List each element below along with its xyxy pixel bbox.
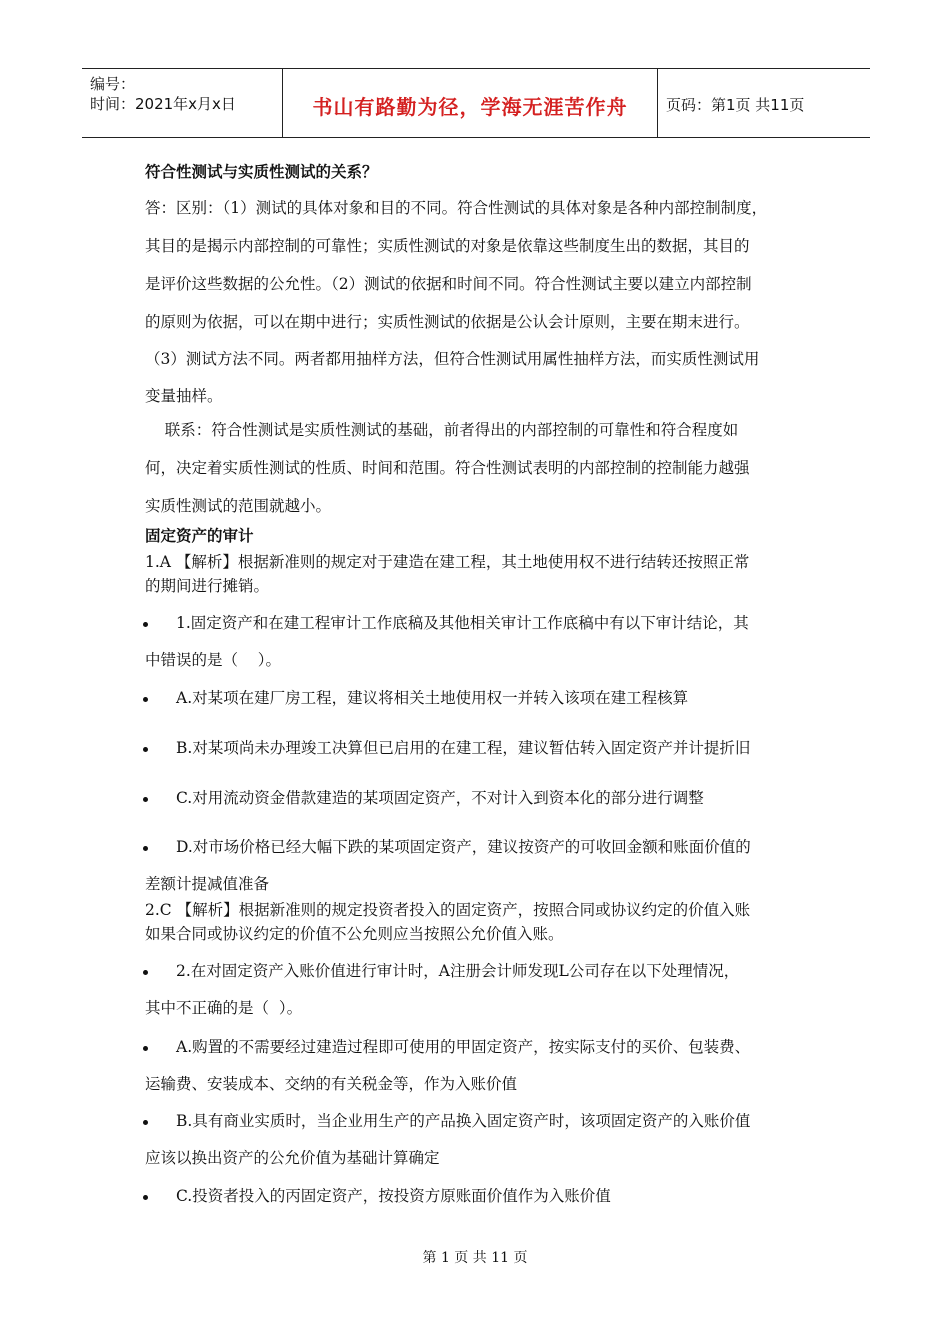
question-line: 1.固定资产和在建工程审计工作底稿及其他相关审计工作底稿中有以下审计结论，其 (176, 614, 749, 632)
paragraph-line: 变量抽样。 (145, 387, 223, 405)
number-label: 编号： (90, 75, 136, 93)
bullet-icon (143, 846, 148, 851)
question-line: 2.在对固定资产入账价值进行审计时，A注册会计师发现L公司存在以下处理情况， (176, 962, 740, 980)
option-line: A.对某项在建厂房工程，建议将相关土地使用权一并转入该项在建工程核算 (176, 689, 689, 707)
option-line: D.对市场价格已经大幅下跌的某项固定资产，建议按资产的可收回金额和账面价值的 (176, 838, 751, 856)
bullet-icon (143, 747, 148, 752)
option-line: B.具有商业实质时，当企业用生产的产品换入固定资产时，该项固定资产的入账价值 (176, 1112, 751, 1130)
option-line: C.对用流动资金借款建造的某项固定资产，不对计入到资本化的部分进行调整 (176, 789, 704, 807)
answer-line: 如果合同或协议约定的价值不公允则应当按照公允价值入账。 (145, 925, 564, 943)
header-motto-cell (282, 69, 658, 137)
section2-title: 固定资产的审计 (145, 527, 254, 545)
question-line: 中错误的是（ ）。 (145, 651, 281, 669)
option-line: 应该以换出资产的公允价值为基础计算确定 (145, 1149, 440, 1167)
paragraph-line: （3）测试方法不同。两者都用抽样方法，但符合性测试用属性抽样方法，而实质性测试用 (145, 350, 760, 368)
question-line: 其中不正确的是（ ）。 (145, 999, 303, 1017)
answer-line: 2.C 【解析】根据新准则的规定投资者投入的固定资产，按照合同或协议约定的价值入账 (145, 901, 751, 919)
bullet-icon (143, 1120, 148, 1125)
document-header (82, 68, 870, 138)
paragraph-line: 的原则为依据，可以在期中进行；实质性测试的依据是公认会计原则，主要在期末进行。 (145, 313, 750, 331)
paragraph-line: 何，决定着实质性测试的性质、时间和范围。符合性测试表明的内部控制的控制能力越强 (145, 459, 750, 477)
answer-line: 的期间进行摊销。 (145, 577, 270, 595)
option-line: A.购置的不需要经过建造过程即可使用的甲固定资产，按实际支付的买价、包装费、 (176, 1038, 751, 1056)
answer-line: 1.A 【解析】根据新准则的规定对于建造在建工程，其土地使用权不进行结转还按照正常 (145, 553, 750, 571)
paragraph-line: 答：区别：（1）测试的具体对象和目的不同。符合性测试的具体对象是各种内部控制制度， (145, 199, 768, 217)
paragraph-line: 联系：符合性测试是实质性测试的基础，前者得出的内部控制的可靠性和符合程度如 (145, 421, 739, 439)
paragraph-line: 其目的是揭示内部控制的可靠性；实质性测试的对象是依靠这些制度生出的数据，其目的 (145, 237, 750, 255)
option-line: C.投资者投入的丙固定资产，按投资方原账面价值作为入账价值 (176, 1187, 611, 1205)
bullet-icon (143, 970, 148, 975)
header-right-cell (658, 69, 870, 137)
bullet-icon (143, 797, 148, 802)
bullet-icon (143, 697, 148, 702)
paragraph-line: 是评价这些数据的公允性。（2）测试的依据和时间不同。符合性测试主要以建立内部控制 (145, 275, 752, 293)
option-line: 差额计提减值准备 (145, 875, 270, 893)
motto: 书山有路勤为径，学海无涯苦作舟 (312, 95, 628, 119)
bullet-icon (143, 1046, 148, 1051)
header-left-cell (82, 69, 282, 137)
page-footer: 第 1 页 共 11 页 (422, 1250, 528, 1266)
option-line: 运输费、安装成本、交纳的有关税金等，作为入账价值 (145, 1075, 518, 1093)
paragraph-line: 实质性测试的范围就越小。 (145, 497, 332, 515)
section1-title: 符合性测试与实质性测试的关系？ (145, 163, 378, 181)
bullet-icon (143, 622, 148, 627)
date-label: 时间：2021年x月x日 (90, 95, 236, 113)
option-line: B.对某项尚未办理竣工决算但已启用的在建工程，建议暂估转入固定资产并计提折旧 (176, 739, 751, 757)
bullet-icon (143, 1195, 148, 1200)
page-label: 页码：第1页 共11页 (666, 96, 805, 114)
